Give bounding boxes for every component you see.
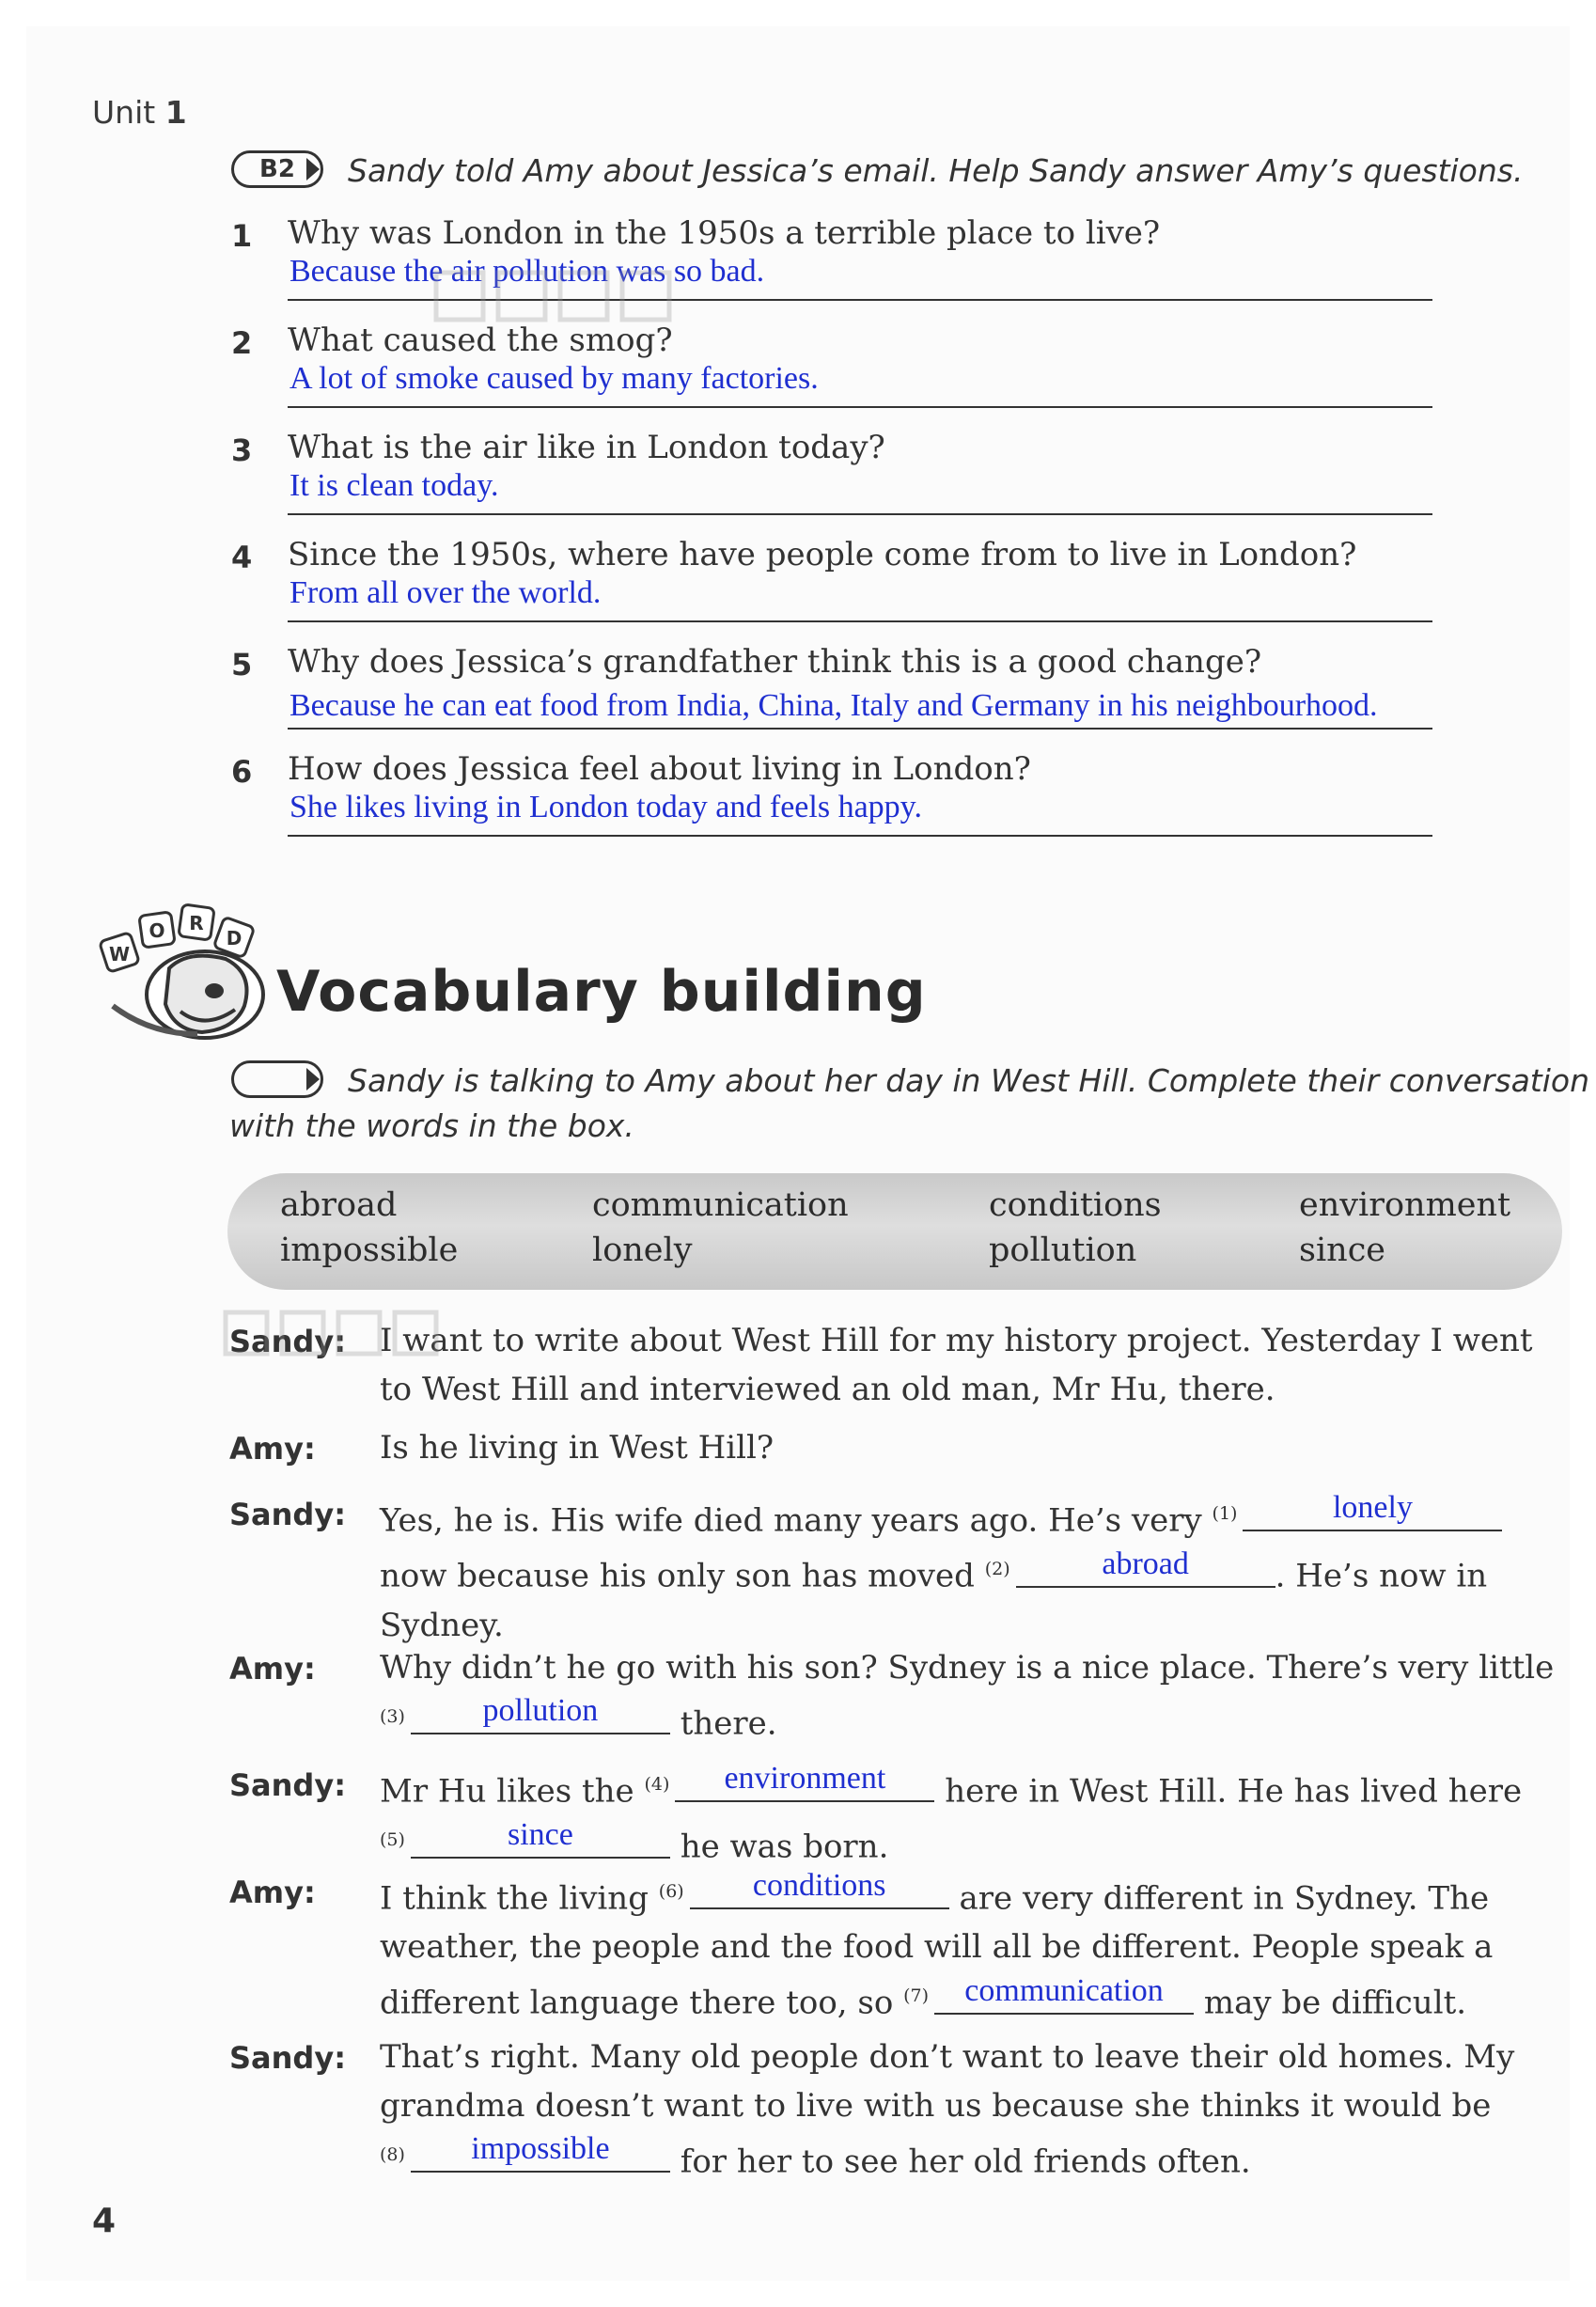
logo-letter: O xyxy=(149,919,165,942)
box-word: communication xyxy=(592,1186,849,1224)
answer-line xyxy=(288,620,1432,622)
answer-line xyxy=(288,835,1432,837)
section-title: Vocabulary building xyxy=(276,959,927,1025)
question-number: 2 xyxy=(231,325,253,361)
speaker-amy: Amy: xyxy=(229,1875,316,1910)
b2-instruction: Sandy told Amy about Jessica’s email. Help Sandy answer Amy’s questions. xyxy=(348,152,1524,189)
question-text: Since the 1950s, where have people come from to live in London? xyxy=(288,536,1357,573)
logo-letter: R xyxy=(189,912,204,934)
play-arrow-icon xyxy=(306,158,320,180)
speaker-amy: Amy: xyxy=(229,1431,316,1467)
box-word: conditions xyxy=(989,1186,1162,1224)
box-word: environment xyxy=(1299,1186,1511,1224)
dialogue-line: I think the living $^{(6)}$ conditions are very different in Sydney. The weather, the people and the food will all be different. People speak a different language there too, so $^{(7)}$ communication may be difficult. xyxy=(380,1868,1494,2022)
question-number: 3 xyxy=(231,432,253,468)
answer-blank[interactable]: pollution xyxy=(411,1699,670,1734)
box-word: lonely xyxy=(592,1232,693,1269)
box-word: impossible xyxy=(280,1232,459,1269)
page-number: 4 xyxy=(92,2202,117,2240)
dialogue-line: I want to write about West Hill for my history project. Yesterday I went to West Hill and interviewed an old man, Mr Hu, there. xyxy=(380,1322,1533,1408)
dialogue-line: Is he living in West Hill? xyxy=(380,1429,775,1467)
answer-blank[interactable]: environment xyxy=(675,1766,934,1802)
box-word: since xyxy=(1299,1232,1386,1269)
vocab-instruction: Sandy is talking to Amy about her day in West Hill. Complete their conversation xyxy=(348,1062,1589,1099)
answer-text[interactable]: A lot of smoke caused by many factories. xyxy=(289,361,819,396)
question-text: What is the air like in London today? xyxy=(288,429,885,466)
answer-blank[interactable]: abroad xyxy=(1016,1552,1275,1588)
answer-blank[interactable]: since xyxy=(411,1823,670,1859)
answer-text[interactable]: It is clean today. xyxy=(289,468,499,503)
question-number: 6 xyxy=(231,754,253,790)
vocab-instruction-2: with the words in the box. xyxy=(229,1107,634,1144)
watermark xyxy=(222,1307,504,1369)
question-text: What caused the smog? xyxy=(288,322,673,359)
answer-blank[interactable]: lonely xyxy=(1243,1496,1502,1531)
dialogue-line: Yes, he is. His wife died many years ago. He’s very $^{(1)}$ lonely now because his only son has moved $^{(2)}$ abroad . He’s now in Sydney. xyxy=(380,1489,1502,1650)
speaker-sandy: Sandy: xyxy=(229,1767,346,1803)
box-word: pollution xyxy=(989,1232,1137,1269)
answer-line xyxy=(288,728,1432,730)
dialogue-line: Mr Hu likes the $^{(4)}$ environment here in West Hill. He has lived here $^{(5)}$ since he was born. xyxy=(380,1761,1523,1866)
speaker-sandy: Sandy: xyxy=(229,1497,346,1532)
question-number: 1 xyxy=(231,218,253,254)
answer-text[interactable]: Because the air pollution was so bad. xyxy=(289,254,765,289)
answer-text[interactable]: She likes living in London today and feels happy. xyxy=(289,790,922,824)
question-text: How does Jessica feel about living in London? xyxy=(288,750,1031,788)
section-tag-b2: B2 xyxy=(231,150,323,188)
watermark xyxy=(432,267,677,335)
answer-blank[interactable]: conditions xyxy=(690,1874,949,1909)
answer-blank[interactable]: impossible xyxy=(411,2137,670,2173)
question-text: Why was London in the 1950s a terrible place to live? xyxy=(288,214,1161,252)
speaker-sandy: Sandy: xyxy=(229,2040,346,2076)
unit-label: Unit 1 xyxy=(92,94,187,131)
question-text: Why does Jessica’s grandfather think this is a good change? xyxy=(288,643,1262,681)
watermark-graphic xyxy=(222,1307,504,1359)
answer-blank[interactable]: communication xyxy=(934,1979,1194,2015)
box-word: abroad xyxy=(280,1186,398,1224)
speaker-amy: Amy: xyxy=(229,1651,316,1687)
dialogue-line: Why didn’t he go with his son? Sydney is a nice place. There’s very little $^{(3)}$ pollution there. xyxy=(380,1649,1555,1743)
question-number: 5 xyxy=(231,647,253,683)
play-arrow-icon xyxy=(306,1068,320,1091)
watermark-graphic xyxy=(432,267,677,323)
answer-line xyxy=(288,513,1432,515)
question-number: 4 xyxy=(231,540,253,575)
answer-text[interactable]: Because he can eat food from India, China, Italy and Germany in his neighbourhood. xyxy=(289,688,1378,723)
speaker-sandy: Sandy: xyxy=(229,1324,346,1359)
word-dog-logo xyxy=(94,893,273,1044)
answer-text[interactable]: From all over the world. xyxy=(289,575,602,610)
dialogue-line: That’s right. Many old people don’t want to leave their old homes. My grandma doesn’t want to live with us because she thinks it would be $^{(8)}$ impossible for her to see her old friends often. xyxy=(380,2038,1515,2181)
answer-line xyxy=(288,406,1432,408)
logo-letter: D xyxy=(226,927,243,949)
logo-letter: W xyxy=(108,943,131,965)
